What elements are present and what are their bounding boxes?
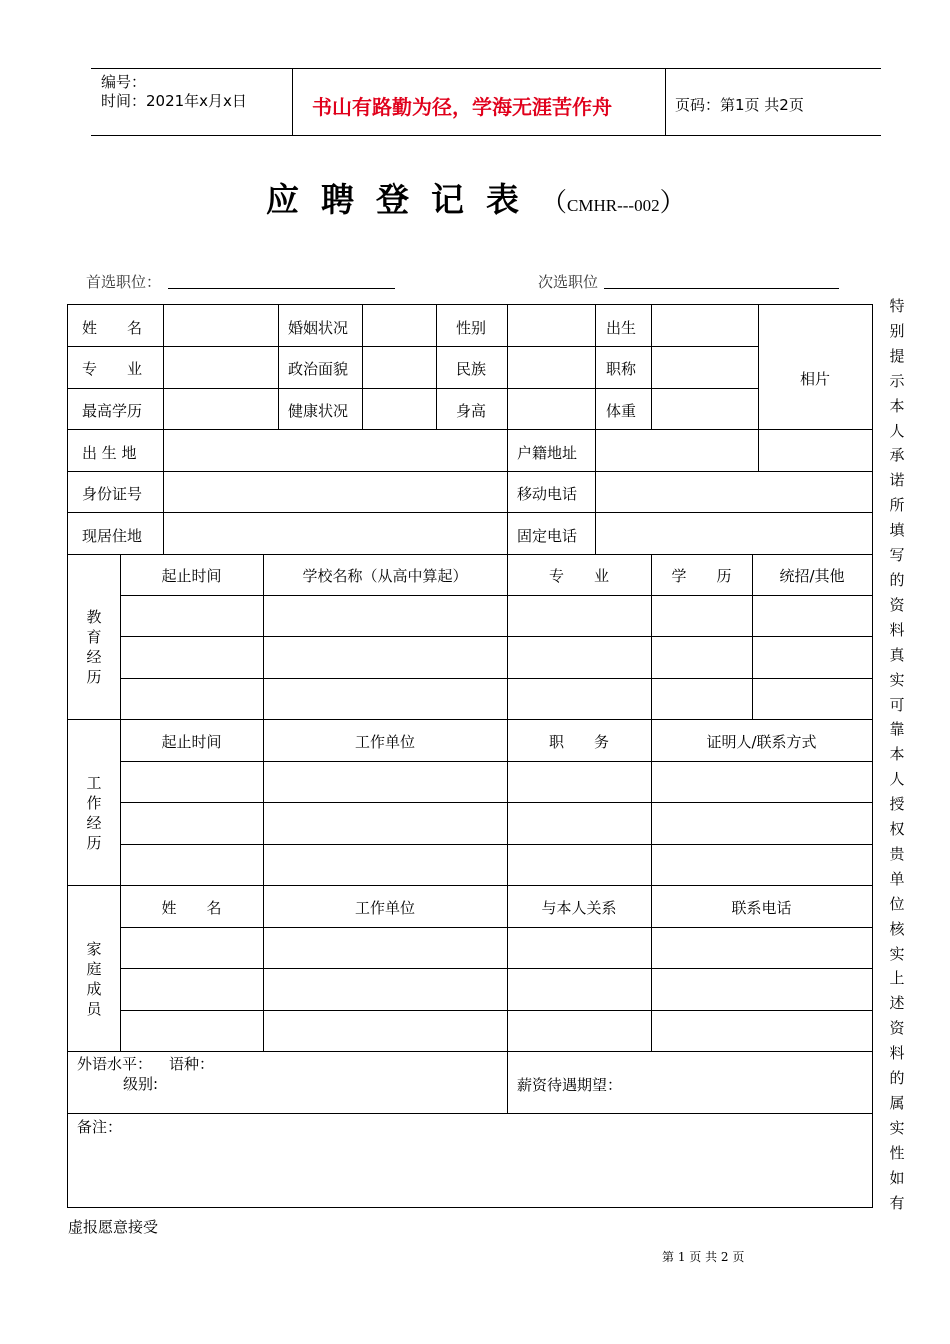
declaration-continuation: 虚报愿意接受: [68, 1218, 159, 1236]
grid-line: [68, 346, 758, 347]
edu-header-major: 专 业: [548, 567, 609, 585]
birthplace-label: 出 生 地: [82, 444, 137, 462]
grid-line: [163, 429, 164, 554]
name-label: 姓 名: [82, 319, 143, 337]
family-header-phone: 联系电话: [731, 899, 792, 917]
grid-line: [507, 554, 508, 1051]
header-divider-right: [665, 68, 666, 135]
health-status-label: 健康状况: [288, 402, 349, 420]
grid-line: [436, 305, 437, 429]
first-choice-label: 首选职位：: [86, 273, 162, 291]
ethnicity-label: 民族: [456, 360, 487, 378]
major-label: 专 业: [82, 360, 143, 378]
grid-line: [758, 305, 759, 471]
weight-label: 体重: [606, 402, 637, 420]
second-choice-label: 次选职位: [538, 273, 599, 291]
grid-line: [120, 844, 872, 845]
header-bottom-rule: [91, 135, 881, 136]
work-section-label: 工作经历: [86, 774, 102, 852]
grid-line: [651, 305, 652, 429]
marital-status-label: 婚姻状况: [288, 319, 349, 337]
grid-line: [120, 636, 872, 637]
education-section-label: 教育经历: [86, 608, 102, 686]
doc-number-label: 编号：: [101, 73, 147, 91]
form-title-group: [266, 174, 686, 221]
grid-line: [651, 554, 652, 1051]
grid-line: [68, 429, 872, 430]
highest-education-label: 最高学历: [82, 402, 143, 420]
page-footer: 第 1 页 共 2 页: [662, 1250, 745, 1264]
work-header-period: 起止时间: [161, 733, 222, 751]
grid-line: [68, 512, 872, 513]
height-label: 身高: [456, 402, 487, 420]
page-indicator: 页码：第1页 共2页: [675, 96, 804, 114]
form-title: 应聘登记表: [266, 180, 541, 219]
first-choice-field[interactable]: [168, 288, 395, 289]
grid-line: [68, 471, 872, 472]
grid-line: [120, 927, 872, 928]
grid-line: [120, 802, 872, 803]
grid-line: [120, 761, 872, 762]
household-address-label: 户籍地址: [517, 444, 578, 462]
title-close-paren: ）: [659, 188, 686, 218]
work-header-reference: 证明人/联系方式: [706, 733, 817, 751]
grid-line: [595, 305, 596, 554]
remarks-label: 备注：: [77, 1118, 123, 1136]
political-status-label: 政治面貌: [288, 360, 349, 378]
language-type-label: 语种：: [169, 1055, 215, 1073]
edu-header-school: 学校名称（从高中算起）: [302, 567, 468, 585]
photo-placeholder[interactable]: 相片: [800, 370, 831, 388]
grid-line: [120, 968, 872, 969]
grid-line: [120, 554, 121, 1051]
work-header-employer: 工作单位: [354, 733, 415, 751]
family-header-relationship: 与本人关系: [541, 899, 617, 917]
grid-line: [362, 305, 363, 429]
header-divider-left: [292, 68, 293, 135]
grid-line: [68, 719, 872, 720]
header-top-rule: [91, 68, 881, 69]
side-declaration-note: 特别提示本人承诺所填写的资料真实可靠本人授权贵单位核实上述资料的属实性如有: [889, 297, 905, 1212]
grid-line: [163, 305, 164, 429]
grid-line: [263, 719, 264, 1051]
edu-header-degree: 学 历: [671, 567, 732, 585]
salary-expectation-label: 薪资待遇期望：: [517, 1076, 623, 1094]
title-open-paren: （: [541, 188, 568, 218]
edu-header-enrollment-type: 统招/其他: [779, 567, 845, 585]
header-motto: 书山有路勤为径，学海无涯苦作舟: [312, 95, 612, 119]
grid-line: [68, 885, 872, 886]
grid-line: [68, 1051, 872, 1052]
registration-form: [67, 304, 873, 1208]
gender-label: 性别: [456, 319, 487, 337]
birth-label: 出生: [606, 319, 637, 337]
grid-line: [68, 388, 758, 389]
landline-phone-label: 固定电话: [517, 527, 578, 545]
second-choice-field[interactable]: [604, 288, 839, 289]
edu-header-period: 起止时间: [161, 567, 222, 585]
form-code: CMHR---002: [567, 196, 660, 215]
grid-line: [120, 678, 872, 679]
doc-time-label: 时间：2021年x月x日: [101, 92, 247, 110]
grid-line: [68, 1113, 872, 1114]
work-header-position: 职 务: [548, 733, 609, 751]
family-section-label: 家庭成员: [86, 940, 102, 1018]
family-header-name: 姓 名: [161, 899, 222, 917]
grid-line: [507, 1051, 508, 1113]
grid-line: [507, 305, 508, 554]
current-residence-label: 现居住地: [82, 527, 143, 545]
professional-title-label: 职称: [606, 360, 637, 378]
grid-line: [278, 305, 279, 429]
grid-line: [120, 1010, 872, 1011]
grid-line: [120, 595, 872, 596]
family-header-employer: 工作单位: [354, 899, 415, 917]
mobile-phone-label: 移动电话: [517, 485, 578, 503]
language-grade-label: 级别:: [123, 1075, 159, 1093]
id-number-label: 身份证号: [82, 485, 143, 503]
language-level-label: 外语水平：: [77, 1055, 153, 1073]
